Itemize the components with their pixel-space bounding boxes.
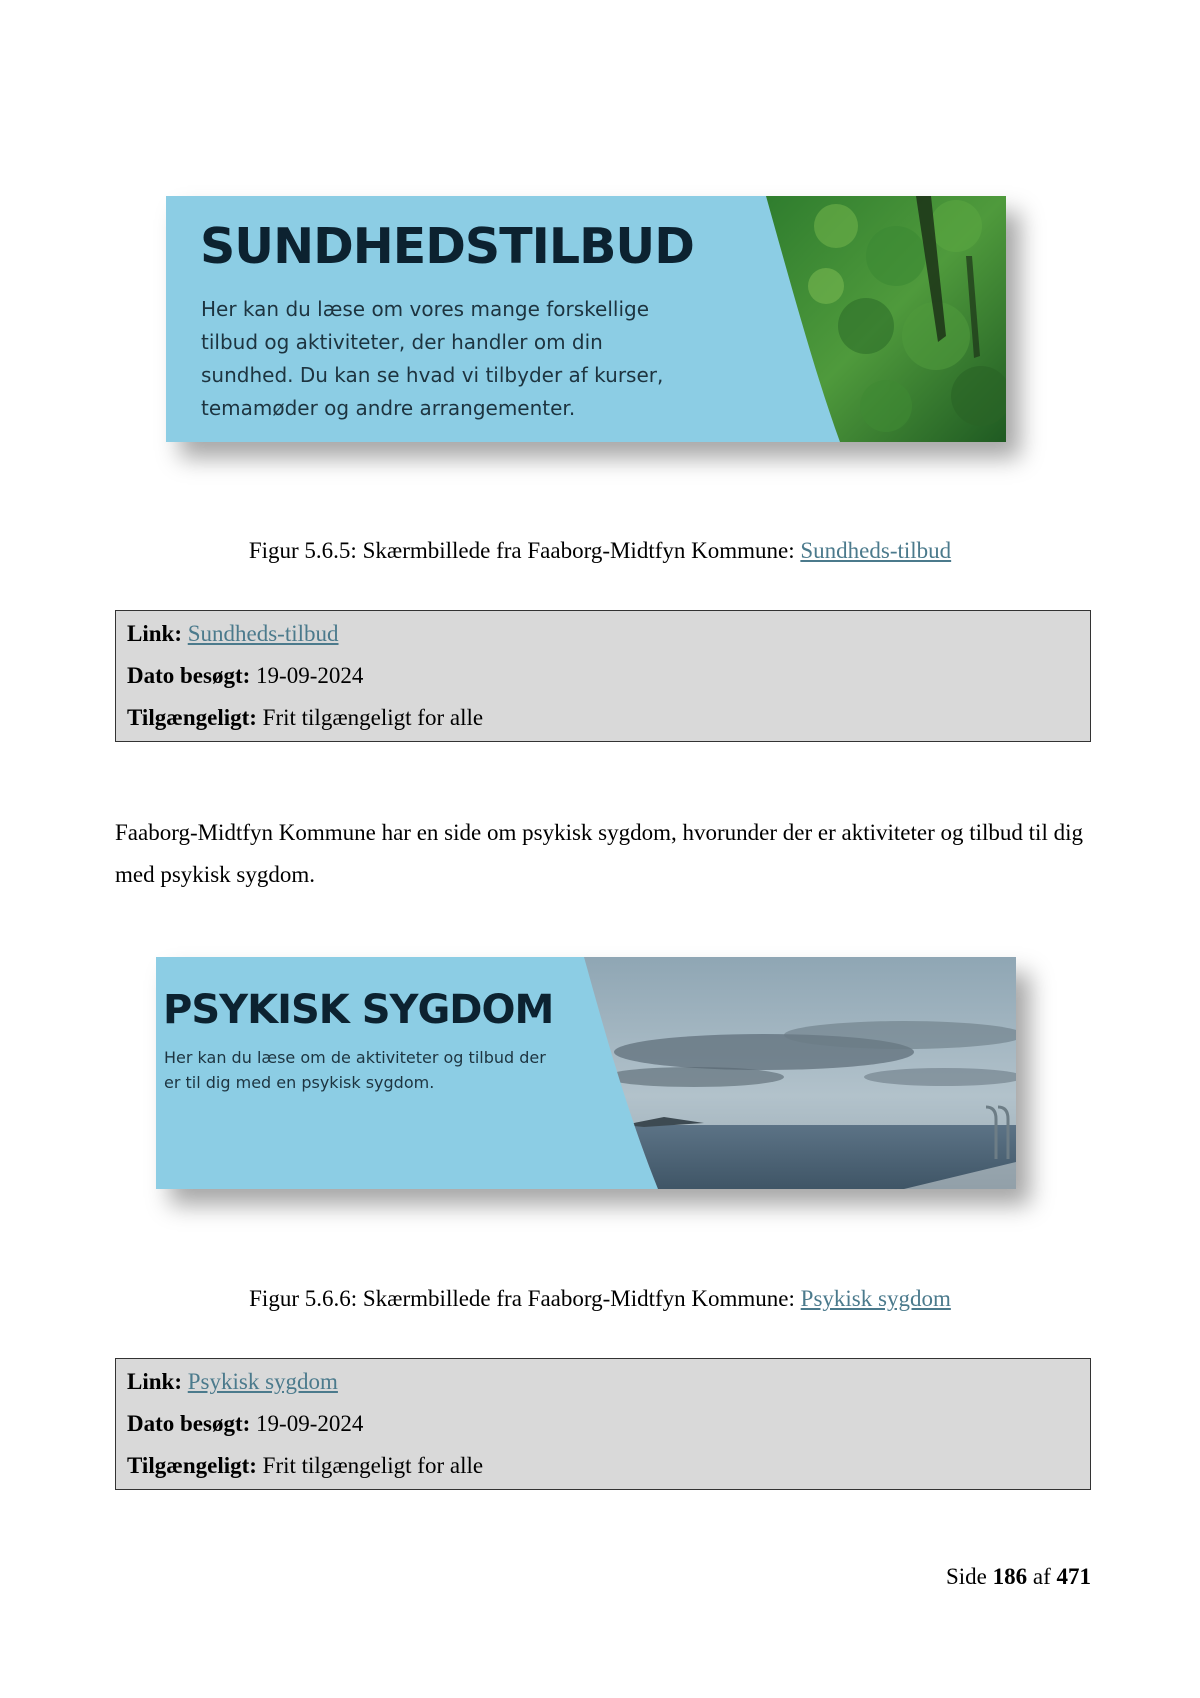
info-value: 19-09-2024 (256, 663, 364, 688)
info-value: 19-09-2024 (256, 1411, 364, 1436)
info-label: Link: (127, 1369, 182, 1394)
info-label: Dato besøgt: (127, 1411, 251, 1436)
info-value: Frit tilgængeligt for alle (262, 1453, 484, 1478)
banner-line: temamøder og andre arrangementer. (201, 396, 576, 420)
info-link[interactable]: Psykisk sygdom (187, 1369, 338, 1394)
page-of-label: af (1032, 1564, 1051, 1589)
info-link[interactable]: Sundheds-tilbud (187, 621, 339, 646)
page-side-label: Side (945, 1564, 987, 1589)
banner-heading: SUNDHEDSTILBUD (200, 218, 694, 275)
banner-psykisk-sygdom (156, 957, 1016, 1189)
forest-photo (766, 196, 1006, 442)
banner-sundhedstilbud (166, 196, 1006, 442)
page-current: 186 (992, 1564, 1028, 1589)
info-row-date (127, 655, 1079, 697)
body-paragraph: Faaborg-Midtfyn Kommune har en side om psykisk sygdom, hvorunder der er aktiviteter og tilbud til dig med psykisk sygdom. (115, 820, 1083, 887)
info-label: Tilgængeligt: (127, 1453, 257, 1478)
info-value: Frit tilgængeligt for alle (262, 705, 484, 730)
page-number (946, 1564, 1091, 1590)
caption-link[interactable]: Sundheds-tilbud (800, 538, 952, 563)
figure-caption (0, 1286, 1200, 1312)
info-row-access (127, 1445, 1079, 1487)
page-total: 471 (1056, 1564, 1091, 1589)
info-row-date (127, 1403, 1079, 1445)
banner-sundhedstilbud-image (166, 196, 1006, 442)
banner-line: sundhed. Du kan se hvad vi tilbyder af kurser, (201, 363, 664, 387)
info-label: Link: (127, 621, 182, 646)
caption-text: Figur 5.6.5: Skærmbillede fra Faaborg-Midtfyn Kommune: (248, 538, 801, 563)
caption-text: Figur 5.6.6: Skærmbillede fra Faaborg-Midtfyn Kommune: (249, 1286, 801, 1311)
banner-line: er til dig med en psykisk sygdom. (164, 1073, 435, 1092)
banner-psykisk-sygdom-image (156, 957, 1016, 1189)
caption-link[interactable]: Psykisk sygdom (800, 1286, 951, 1311)
info-row-link (127, 613, 1079, 655)
info-label: Tilgængeligt: (127, 705, 257, 730)
info-row-link (127, 1361, 1079, 1403)
banner-line: Her kan du læse om de aktiviteter og tilbud der (164, 1048, 546, 1067)
info-box (115, 610, 1091, 742)
info-label: Dato besøgt: (127, 663, 251, 688)
banner-heading: PSYKISK SYGDOM (163, 987, 554, 1033)
banner-line: Her kan du læse om vores mange forskellige (201, 297, 649, 321)
info-row-access (127, 697, 1079, 739)
banner-line: tilbud og aktiviteter, der handler om din (201, 330, 603, 354)
sea-photo (584, 957, 1016, 1189)
figure-caption (0, 538, 1200, 564)
info-box (115, 1358, 1091, 1490)
